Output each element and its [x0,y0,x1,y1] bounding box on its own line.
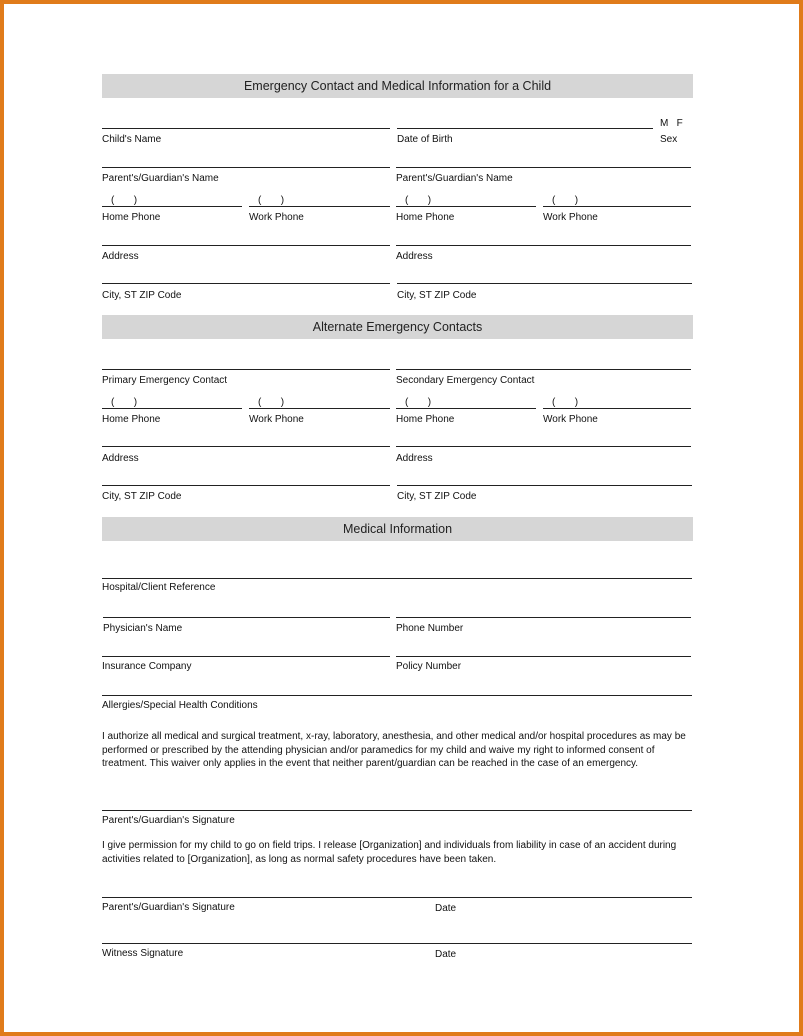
guardian2-name-label: Parent's/Guardian's Name [396,173,513,184]
city-label: City, ST ZIP Code [102,290,182,301]
work-phone-label: Work Phone [249,212,304,223]
address-label: Address [396,453,433,464]
guardian2-city-field[interactable] [397,283,692,284]
guardian-signature-label: Parent's/Guardian's Signature [102,815,235,826]
hospital-label: Hospital/Client Reference [102,582,216,593]
primary-city-field[interactable] [102,485,390,486]
alternate-contacts-header: Alternate Emergency Contacts [102,315,693,339]
city-label: City, ST ZIP Code [397,290,477,301]
policy-field[interactable] [396,656,691,657]
secondary-contact-field[interactable] [396,369,691,370]
date-label: Date [435,903,457,914]
city-label: City, ST ZIP Code [397,491,477,502]
dob-field[interactable] [397,128,653,129]
guardian-signature-field[interactable] [102,810,692,811]
city-label: City, ST ZIP Code [102,491,182,502]
home-phone-label: Home Phone [102,414,161,425]
guardian2-name-field[interactable] [396,167,691,168]
physician-field[interactable] [103,617,390,618]
date2-label: Date [435,949,457,960]
insurance-field[interactable] [102,656,390,657]
work-phone-label: Work Phone [543,212,598,223]
guardian-signature2-label: Parent's/Guardian's Signature [102,902,235,913]
phone-area-code: ( ) [111,195,138,206]
witness-signature-field[interactable] [102,943,692,944]
sex-options[interactable]: M F [660,118,683,129]
guardian-signature2-field[interactable] [102,897,692,898]
guardian1-address-field[interactable] [102,245,390,246]
primary-home-phone-field[interactable] [102,408,242,409]
phone-area-code: ( ) [258,195,285,206]
secondary-contact-label: Secondary Emergency Contact [396,375,535,386]
secondary-home-phone-field[interactable] [396,408,536,409]
allergies-label: Allergies/Special Health Conditions [102,700,258,711]
guardian1-name-label: Parent's/Guardian's Name [102,173,219,184]
allergies-field[interactable] [102,695,692,696]
witness-signature-label: Witness Signature [102,948,184,959]
form-title: Emergency Contact and Medical Information for a Child [102,74,693,98]
home-phone-label: Home Phone [396,414,455,425]
guardian1-name-field[interactable] [102,167,390,168]
child-name-label: Child's Name [102,134,162,145]
primary-contact-field[interactable] [102,369,390,370]
guardian2-address-field[interactable] [396,245,691,246]
medical-info-header: Medical Information [102,517,693,541]
policy-label: Policy Number [396,661,462,672]
permission-text: I give permission for my child to go on field trips. I release [Organization] and individuals from liability in case of an accident during activities related to [Organization], as long as normal safety procedures have been taken. [102,840,677,865]
home-phone-label: Home Phone [396,212,455,223]
guardian1-work-phone-field[interactable] [249,206,390,207]
phone-area-code: ( ) [405,397,432,408]
guardian1-city-field[interactable] [102,283,390,284]
dob-label: Date of Birth [397,134,453,145]
phone-area-code: ( ) [552,195,579,206]
phone-area-code: ( ) [111,397,138,408]
phone-area-code: ( ) [405,195,432,206]
child-name-field[interactable] [102,128,390,129]
guardian2-work-phone-field[interactable] [543,206,691,207]
insurance-label: Insurance Company [102,661,192,672]
work-phone-label: Work Phone [249,414,304,425]
address-label: Address [102,453,139,464]
work-phone-label: Work Phone [543,414,598,425]
secondary-city-field[interactable] [397,485,692,486]
authorization-text: I authorize all medical and surgical treatment, x-ray, laboratory, anesthesia, and other medical and/or hospital procedures as may be performed or prescribed by the attending physician and/or paramedics for my child and waive my right to informed consent of treatment. This waiver only applies in the event that neither parent/guardian can be reached in the case of an emergency. [102,731,686,769]
secondary-address-field[interactable] [396,446,691,447]
phone-area-code: ( ) [258,397,285,408]
sex-label: Sex [660,134,678,145]
primary-work-phone-field[interactable] [249,408,390,409]
secondary-work-phone-field[interactable] [543,408,691,409]
primary-contact-label: Primary Emergency Contact [102,375,228,386]
phone-number-label: Phone Number [396,623,464,634]
address-label: Address [396,251,433,262]
primary-address-field[interactable] [102,446,390,447]
home-phone-label: Home Phone [102,212,161,223]
physician-label: Physician's Name [103,623,183,634]
address-label: Address [102,251,139,262]
phone-area-code: ( ) [552,397,579,408]
guardian1-home-phone-field[interactable] [102,206,242,207]
hospital-field[interactable] [102,578,692,579]
physician-phone-field[interactable] [396,617,691,618]
guardian2-home-phone-field[interactable] [396,206,536,207]
